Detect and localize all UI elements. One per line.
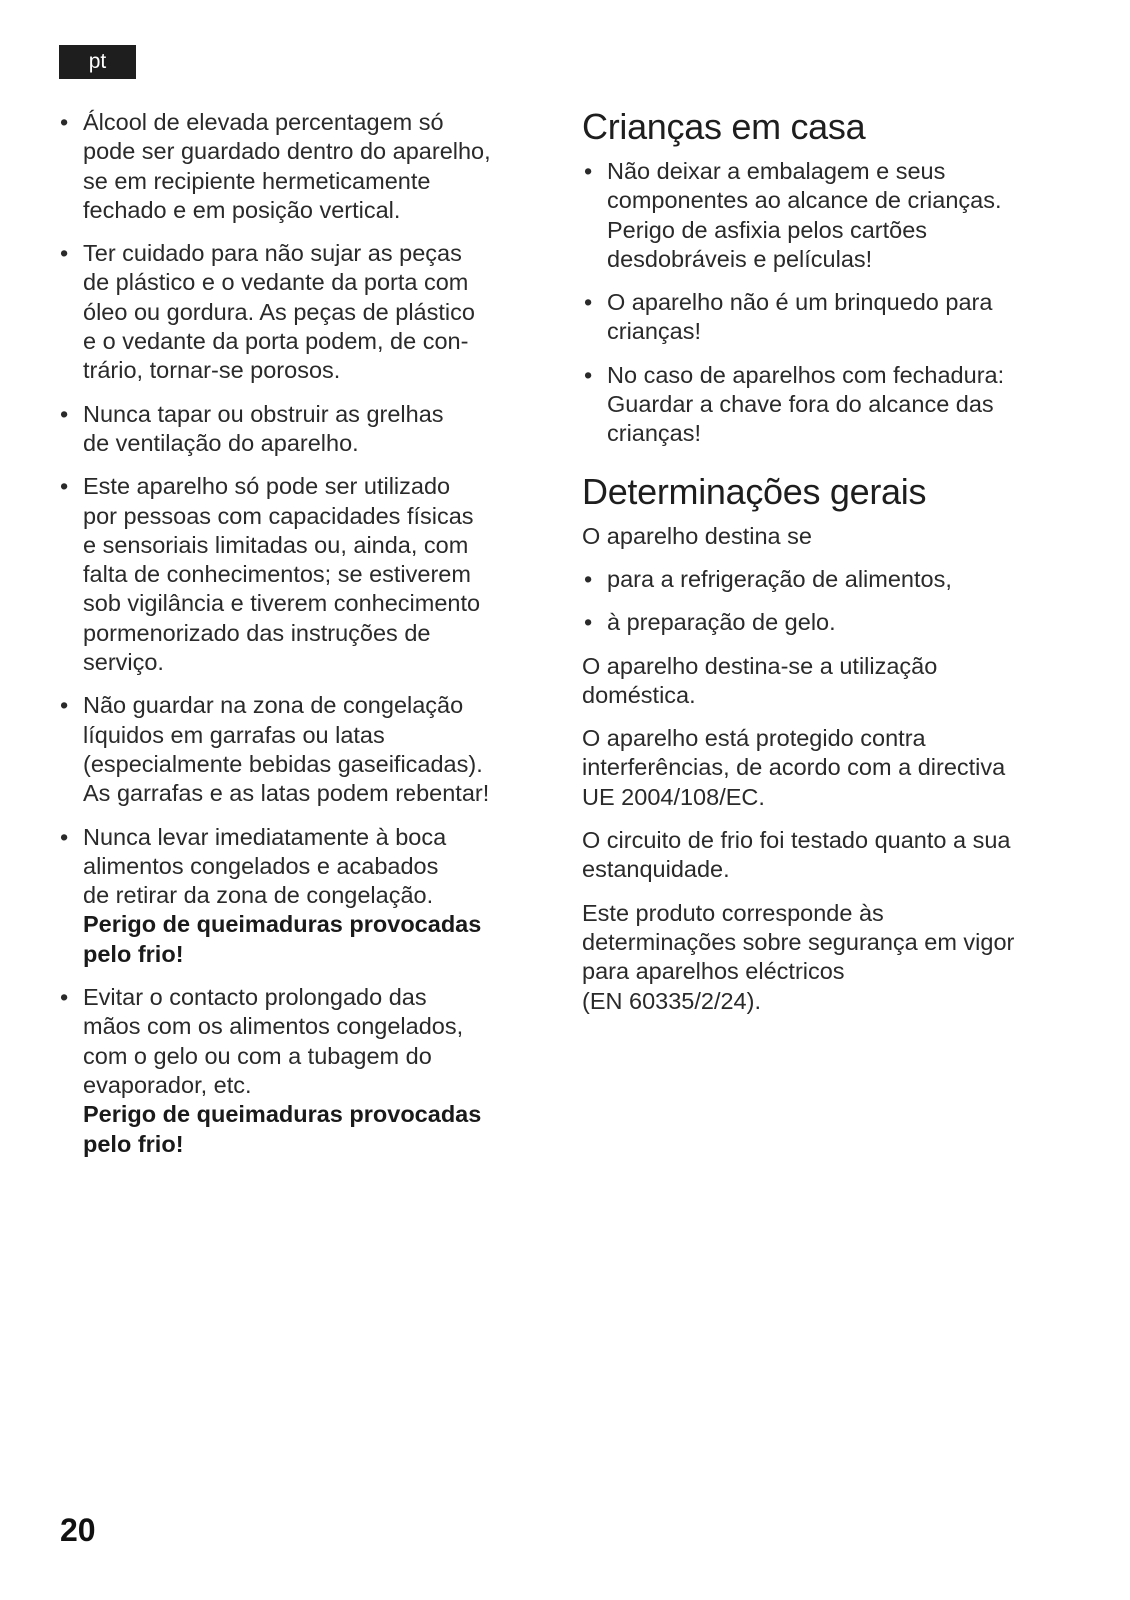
line: para a refrigeração de alimentos, xyxy=(607,565,952,592)
line: serviço. xyxy=(83,649,164,676)
line: desdobráveis e películas! xyxy=(607,245,873,272)
line: O aparelho não é um brinquedo para xyxy=(607,289,993,316)
line: se em recipiente hermeticamente xyxy=(83,167,431,194)
line: Não guardar na zona de congelação xyxy=(83,692,464,719)
line: As garrafas e as latas podem rebentar! xyxy=(83,780,490,807)
list-item xyxy=(582,361,1072,449)
line: O circuito de frio foi testado quanto a sua xyxy=(582,827,1011,854)
paragraph xyxy=(582,899,1072,1016)
line: pode ser guardado dentro do aparelho, xyxy=(83,138,491,165)
line: Guardar a chave fora do alcance das xyxy=(607,391,994,418)
warning-text: pelo frio! xyxy=(83,940,184,967)
line: e o vedante da porta podem, de con- xyxy=(83,328,469,355)
line: No caso de aparelhos com fechadura: xyxy=(607,361,1005,388)
line: Ter cuidado para não sujar as peças xyxy=(83,240,462,267)
line: sob vigilância e tiverem conhecimento xyxy=(83,590,481,617)
line: crianças! xyxy=(607,318,702,345)
line: e sensoriais limitadas ou, ainda, com xyxy=(83,531,469,558)
line: doméstica. xyxy=(582,681,696,708)
line: Este produto corresponde às xyxy=(582,899,884,926)
line: componentes ao alcance de crianças. xyxy=(607,187,1002,214)
children-list xyxy=(582,157,1072,449)
list-item xyxy=(58,108,548,225)
list-item xyxy=(582,608,1072,637)
list-item xyxy=(58,983,548,1159)
line: interferências, de acordo com a directiva xyxy=(582,754,1006,781)
line: UE 2004/108/EC. xyxy=(582,783,765,810)
list-item xyxy=(582,157,1072,274)
list-item xyxy=(582,288,1072,347)
line: (especialmente bebidas gaseificadas). xyxy=(83,750,483,777)
section-heading-general: Determinações gerais xyxy=(582,470,927,512)
paragraph xyxy=(582,826,1072,885)
line: trário, tornar-se porosos. xyxy=(83,357,341,384)
general-list xyxy=(582,565,1072,638)
line: pormenorizado das instruções de xyxy=(83,619,431,646)
warning-text: Perigo de queimaduras provocadas xyxy=(83,911,482,938)
line: Perigo de asfixia pelos cartões xyxy=(607,216,928,243)
line: Álcool de elevada percentagem só xyxy=(83,109,444,135)
line: por pessoas com capacidades físicas xyxy=(83,502,474,529)
line: com o gelo ou com a tubagem do xyxy=(83,1042,432,1069)
list-item xyxy=(58,823,548,969)
warning-text: Perigo de queimaduras provocadas xyxy=(83,1101,482,1128)
line: fechado e em posição vertical. xyxy=(83,196,401,223)
safety-list xyxy=(58,108,548,1159)
line: alimentos congelados e acabados xyxy=(83,852,439,879)
line: mãos com os alimentos congelados, xyxy=(83,1013,464,1040)
line: Evitar o contacto prolongado das xyxy=(83,984,427,1011)
line: determinações sobre segurança em vigor xyxy=(582,928,1015,955)
paragraph xyxy=(582,724,1072,812)
list-item xyxy=(582,565,1072,594)
line: de plástico e o vedante da porta com xyxy=(83,269,469,296)
line: O aparelho está protegido contra xyxy=(582,725,926,752)
line: Nunca tapar ou obstruir as grelhas xyxy=(83,400,444,427)
list-item xyxy=(58,239,548,385)
line: de ventilação do aparelho. xyxy=(83,429,359,456)
paragraph xyxy=(582,652,1072,711)
line: líquidos em garrafas ou latas xyxy=(83,721,385,748)
line: para aparelhos eléctricos xyxy=(582,958,845,985)
section-heading-children: Crianças em casa xyxy=(582,106,866,147)
right-column xyxy=(582,106,1072,1030)
line: evaporador, etc. xyxy=(83,1071,252,1098)
line: à preparação de gelo. xyxy=(607,609,836,636)
line: falta de conhecimentos; se estiverem xyxy=(83,561,471,588)
line: de retirar da zona de congelação. xyxy=(83,882,434,909)
list-item xyxy=(58,691,548,808)
line: óleo ou gordura. As peças de plástico xyxy=(83,298,475,325)
line: Nunca levar imediatamente à boca xyxy=(83,823,447,850)
line: O aparelho destina-se a utilização xyxy=(582,652,938,679)
line: Não deixar a embalagem e seus xyxy=(607,158,946,184)
page-number: 20 xyxy=(60,1512,96,1548)
warning-text: pelo frio! xyxy=(83,1130,184,1157)
left-column xyxy=(58,108,548,1173)
intro-paragraph: O aparelho destina se xyxy=(582,522,812,549)
language-tag: pt xyxy=(59,45,136,79)
line: (EN 60335/2/24). xyxy=(582,987,761,1014)
line: estanquidade. xyxy=(582,856,730,883)
list-item xyxy=(58,472,548,677)
line: Este aparelho só pode ser utilizado xyxy=(83,473,451,500)
line: crianças! xyxy=(607,420,702,447)
list-item xyxy=(58,400,548,459)
